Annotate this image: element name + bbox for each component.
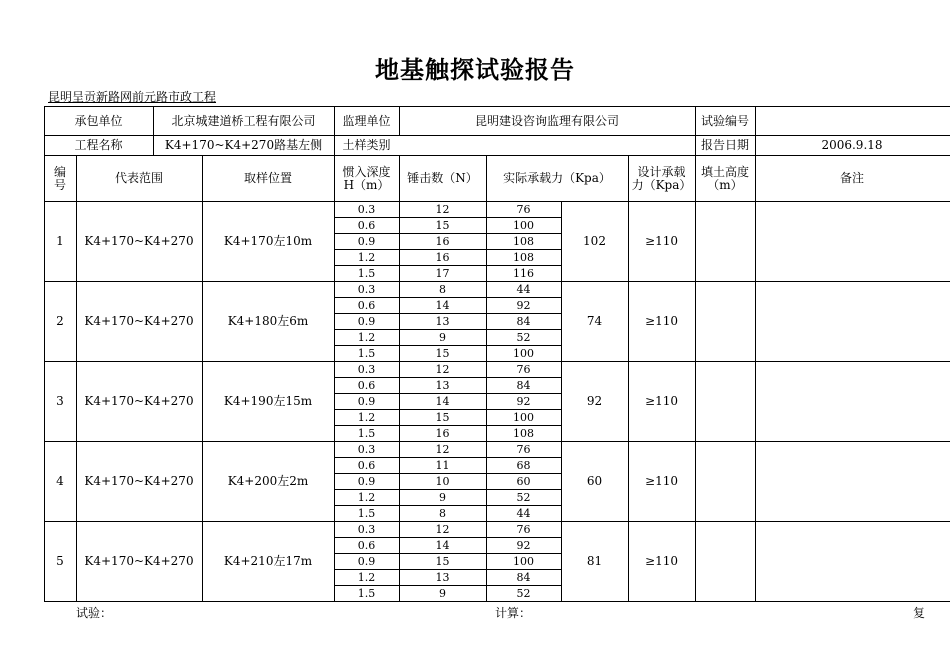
blow-count: 12	[435, 202, 450, 216]
header-no-line-2: 号	[53, 177, 66, 192]
header-capacity: 实际承载力（Kpa）	[503, 171, 611, 185]
capacity-value: 44	[516, 506, 531, 520]
capacity-value: 52	[516, 490, 531, 504]
row-fill-height	[695, 201, 755, 281]
capacity-value: 68	[516, 458, 531, 472]
depth-value: 1.5	[357, 506, 376, 520]
table-rule	[334, 409, 562, 410]
depth-value: 0.3	[357, 362, 376, 376]
blow-count: 12	[435, 442, 450, 456]
row-fill-height	[695, 441, 755, 521]
table-rule	[628, 521, 629, 601]
report-title: 地基触探试验报告	[375, 56, 575, 84]
row-remarks	[755, 281, 949, 361]
capacity-value: 76	[516, 362, 531, 376]
table-rule	[486, 156, 487, 201]
table-rule	[334, 297, 562, 298]
table-rule	[76, 441, 77, 521]
row-capacity-avg: 81	[586, 553, 603, 568]
test-no-label: 试验编号	[700, 113, 749, 128]
table-rule	[334, 156, 335, 201]
row-capacity-avg: 74	[586, 313, 603, 328]
table-rule	[399, 156, 400, 201]
header-location: 取样位置	[243, 171, 292, 185]
header-depth-line-1: 惯入深度	[342, 164, 391, 179]
capacity-value: 60	[516, 474, 531, 488]
soil-type-value	[399, 136, 695, 155]
capacity-value: 84	[516, 378, 531, 392]
row-range: K4+170~K4+270	[84, 473, 194, 488]
capacity-value: 76	[516, 202, 531, 216]
table-rule	[334, 393, 562, 394]
blow-count: 10	[435, 474, 450, 488]
header-design-line-1: 设计承载	[637, 164, 686, 179]
header-depth	[334, 156, 399, 201]
test-no-value	[755, 107, 949, 135]
table-rule	[695, 441, 696, 521]
row-remarks	[755, 521, 949, 601]
blow-count: 9	[439, 586, 446, 600]
table-rule	[399, 361, 400, 441]
table-rule	[202, 521, 203, 601]
depth-value: 1.5	[357, 266, 376, 280]
project-name-value: K4+170~K4+270路基左侧	[164, 138, 323, 152]
row-location: K4+170左10m	[223, 233, 313, 248]
table-rule	[755, 521, 756, 601]
blow-count: 16	[435, 234, 450, 248]
table-rule	[399, 107, 400, 135]
depth-value: 0.6	[357, 218, 376, 232]
header-design	[628, 156, 695, 201]
table-rule	[755, 201, 756, 281]
blow-count: 9	[439, 330, 446, 344]
row-location: K4+190左15m	[223, 393, 313, 408]
table-rule	[334, 281, 335, 361]
row-design-capacity: ≥110	[645, 473, 678, 488]
blow-count: 11	[435, 458, 450, 472]
soil-type-label: 土样类别	[342, 138, 391, 152]
blow-count: 14	[435, 538, 450, 552]
table-rule	[628, 281, 629, 361]
footer-test-label: 试验：	[76, 606, 113, 620]
contractor-value: 北京城建道桥工程有限公司	[171, 113, 316, 128]
depth-value: 0.6	[357, 458, 376, 472]
header-no-line-1: 编	[53, 164, 66, 179]
row-fill-height	[695, 521, 755, 601]
header-no	[44, 156, 76, 201]
depth-value: 1.2	[357, 250, 376, 264]
table-rule	[76, 521, 77, 601]
table-rule	[755, 281, 756, 361]
blow-count: 14	[435, 298, 450, 312]
row-design-capacity: ≥110	[645, 553, 678, 568]
row-no: 5	[56, 553, 64, 568]
table-rule	[628, 156, 629, 201]
blow-count: 13	[435, 378, 450, 392]
table-rule	[695, 521, 696, 601]
table-rule	[486, 281, 487, 361]
table-rule	[399, 441, 400, 521]
row-no: 3	[56, 393, 64, 408]
table-rule	[334, 217, 562, 218]
row-location: K4+210左17m	[223, 553, 313, 568]
table-rule	[153, 107, 154, 135]
table-rule	[76, 201, 77, 281]
row-design-capacity: ≥110	[645, 233, 678, 248]
depth-value: 0.9	[357, 234, 376, 248]
table-rule	[153, 136, 154, 155]
row-range: K4+170~K4+270	[84, 553, 194, 568]
table-rule	[334, 505, 562, 506]
table-rule	[334, 201, 335, 281]
row-location: K4+200左2m	[227, 473, 309, 488]
table-rule	[76, 361, 77, 441]
header-blows: 锤击数（N）	[407, 171, 478, 185]
blow-count: 8	[439, 282, 446, 296]
row-no: 1	[56, 233, 64, 248]
depth-value: 0.9	[357, 554, 376, 568]
blow-count: 15	[435, 410, 450, 424]
table-rule	[334, 249, 562, 250]
capacity-value: 76	[516, 522, 531, 536]
depth-value: 0.3	[357, 442, 376, 456]
header-remarks: 备注	[839, 171, 864, 185]
project-name: 昆明呈贡新路网前元路市政工程	[48, 90, 217, 104]
table-rule	[76, 156, 77, 201]
table-rule	[334, 233, 562, 234]
table-rule	[202, 156, 203, 201]
row-capacity-avg: 92	[586, 393, 603, 408]
blow-count: 12	[435, 522, 450, 536]
table-rule	[202, 441, 203, 521]
table-rule	[628, 441, 629, 521]
table-rule	[334, 473, 562, 474]
blow-count: 9	[439, 490, 446, 504]
header-range: 代表范围	[114, 171, 163, 185]
footer-calc-label: 计算：	[495, 606, 532, 620]
blow-count: 17	[435, 266, 450, 280]
table-rule	[334, 265, 562, 266]
depth-value: 1.5	[357, 346, 376, 360]
row-range: K4+170~K4+270	[84, 233, 194, 248]
depth-value: 0.6	[357, 538, 376, 552]
capacity-value: 76	[516, 442, 531, 456]
depth-value: 1.2	[357, 490, 376, 504]
depth-value: 1.5	[357, 426, 376, 440]
table-rule	[561, 281, 562, 361]
header-fill-line-1: 填土高度	[700, 164, 749, 179]
table-rule	[334, 489, 562, 490]
supervisor-label: 监理单位	[342, 113, 391, 128]
table-rule	[695, 156, 696, 201]
table-rule	[334, 585, 562, 586]
table-rule	[695, 281, 696, 361]
table-rule	[334, 457, 562, 458]
table-rule	[334, 425, 562, 426]
table-rule	[334, 361, 335, 441]
depth-value: 0.6	[357, 298, 376, 312]
depth-value: 1.2	[357, 410, 376, 424]
table-rule	[695, 361, 696, 441]
row-no: 4	[56, 473, 64, 488]
table-rule	[334, 329, 562, 330]
depth-value: 0.3	[357, 522, 376, 536]
table-rule	[334, 521, 335, 601]
table-rule	[755, 441, 756, 521]
contractor-label: 承包单位	[74, 113, 123, 128]
footer-review-label: 复	[913, 606, 926, 620]
depth-value: 1.2	[357, 570, 376, 584]
row-capacity-avg: 102	[583, 233, 606, 248]
table-rule	[628, 361, 629, 441]
table-rule	[202, 201, 203, 281]
header-depth-line-2: H（m）	[343, 177, 390, 192]
project-name-label: 工程名称	[74, 138, 123, 152]
blow-count: 14	[435, 394, 450, 408]
table-rule	[399, 521, 400, 601]
depth-value: 1.5	[357, 586, 376, 600]
table-rule	[755, 361, 756, 441]
table-rule	[561, 521, 562, 601]
table-rule	[334, 377, 562, 378]
header-fill-line-2: （m）	[707, 177, 743, 192]
depth-value: 0.6	[357, 378, 376, 392]
capacity-value: 108	[513, 234, 534, 248]
row-fill-height	[695, 361, 755, 441]
row-design-capacity: ≥110	[645, 313, 678, 328]
table-rule	[486, 361, 487, 441]
table-rule	[695, 201, 696, 281]
capacity-value: 52	[516, 330, 531, 344]
table-rule	[44, 601, 950, 602]
row-fill-height	[695, 281, 755, 361]
blow-count: 16	[435, 250, 450, 264]
blow-count: 12	[435, 362, 450, 376]
table-rule	[561, 361, 562, 441]
capacity-value: 44	[516, 282, 531, 296]
row-capacity-avg: 60	[586, 473, 603, 488]
header-fill	[695, 156, 755, 201]
table-rule	[399, 281, 400, 361]
report-date-value: 2006.9.18	[821, 138, 883, 152]
row-location: K4+180左6m	[227, 313, 309, 328]
capacity-value: 100	[513, 410, 534, 424]
table-rule	[76, 281, 77, 361]
capacity-value: 84	[516, 314, 531, 328]
capacity-value: 84	[516, 570, 531, 584]
depth-value: 0.9	[357, 394, 376, 408]
capacity-value: 100	[513, 218, 534, 232]
table-rule	[561, 201, 562, 281]
row-range: K4+170~K4+270	[84, 313, 194, 328]
blow-count: 15	[435, 346, 450, 360]
blow-count: 15	[435, 554, 450, 568]
table-rule	[486, 441, 487, 521]
capacity-value: 100	[513, 554, 534, 568]
row-design-capacity: ≥110	[645, 393, 678, 408]
table-rule	[334, 537, 562, 538]
capacity-value: 116	[513, 266, 534, 280]
blow-count: 8	[439, 506, 446, 520]
supervisor-value: 昆明建设咨询监理有限公司	[474, 113, 619, 128]
blow-count: 13	[435, 314, 450, 328]
depth-value: 1.2	[357, 330, 376, 344]
capacity-value: 108	[513, 250, 534, 264]
depth-value: 0.9	[357, 314, 376, 328]
blow-count: 13	[435, 570, 450, 584]
depth-value: 0.9	[357, 474, 376, 488]
row-remarks	[755, 441, 949, 521]
report-date-label: 报告日期	[700, 138, 749, 152]
row-remarks	[755, 201, 949, 281]
row-remarks	[755, 361, 949, 441]
table-rule	[334, 441, 335, 521]
depth-value: 0.3	[357, 282, 376, 296]
capacity-value: 100	[513, 346, 534, 360]
depth-value: 0.3	[357, 202, 376, 216]
table-rule	[202, 281, 203, 361]
table-rule	[755, 156, 756, 201]
table-rule	[561, 441, 562, 521]
table-rule	[486, 201, 487, 281]
table-rule	[334, 345, 562, 346]
table-rule	[399, 201, 400, 281]
capacity-value: 108	[513, 426, 534, 440]
header-design-line-2: 力（Kpa）	[631, 177, 692, 192]
table-rule	[334, 569, 562, 570]
capacity-value: 92	[516, 298, 531, 312]
capacity-value: 92	[516, 538, 531, 552]
table-rule	[486, 521, 487, 601]
row-no: 2	[56, 313, 64, 328]
row-range: K4+170~K4+270	[84, 393, 194, 408]
blow-count: 16	[435, 426, 450, 440]
table-rule	[334, 313, 562, 314]
blow-count: 15	[435, 218, 450, 232]
table-rule	[628, 201, 629, 281]
table-rule	[334, 553, 562, 554]
table-rule	[202, 361, 203, 441]
capacity-value: 92	[516, 394, 531, 408]
capacity-value: 52	[516, 586, 531, 600]
